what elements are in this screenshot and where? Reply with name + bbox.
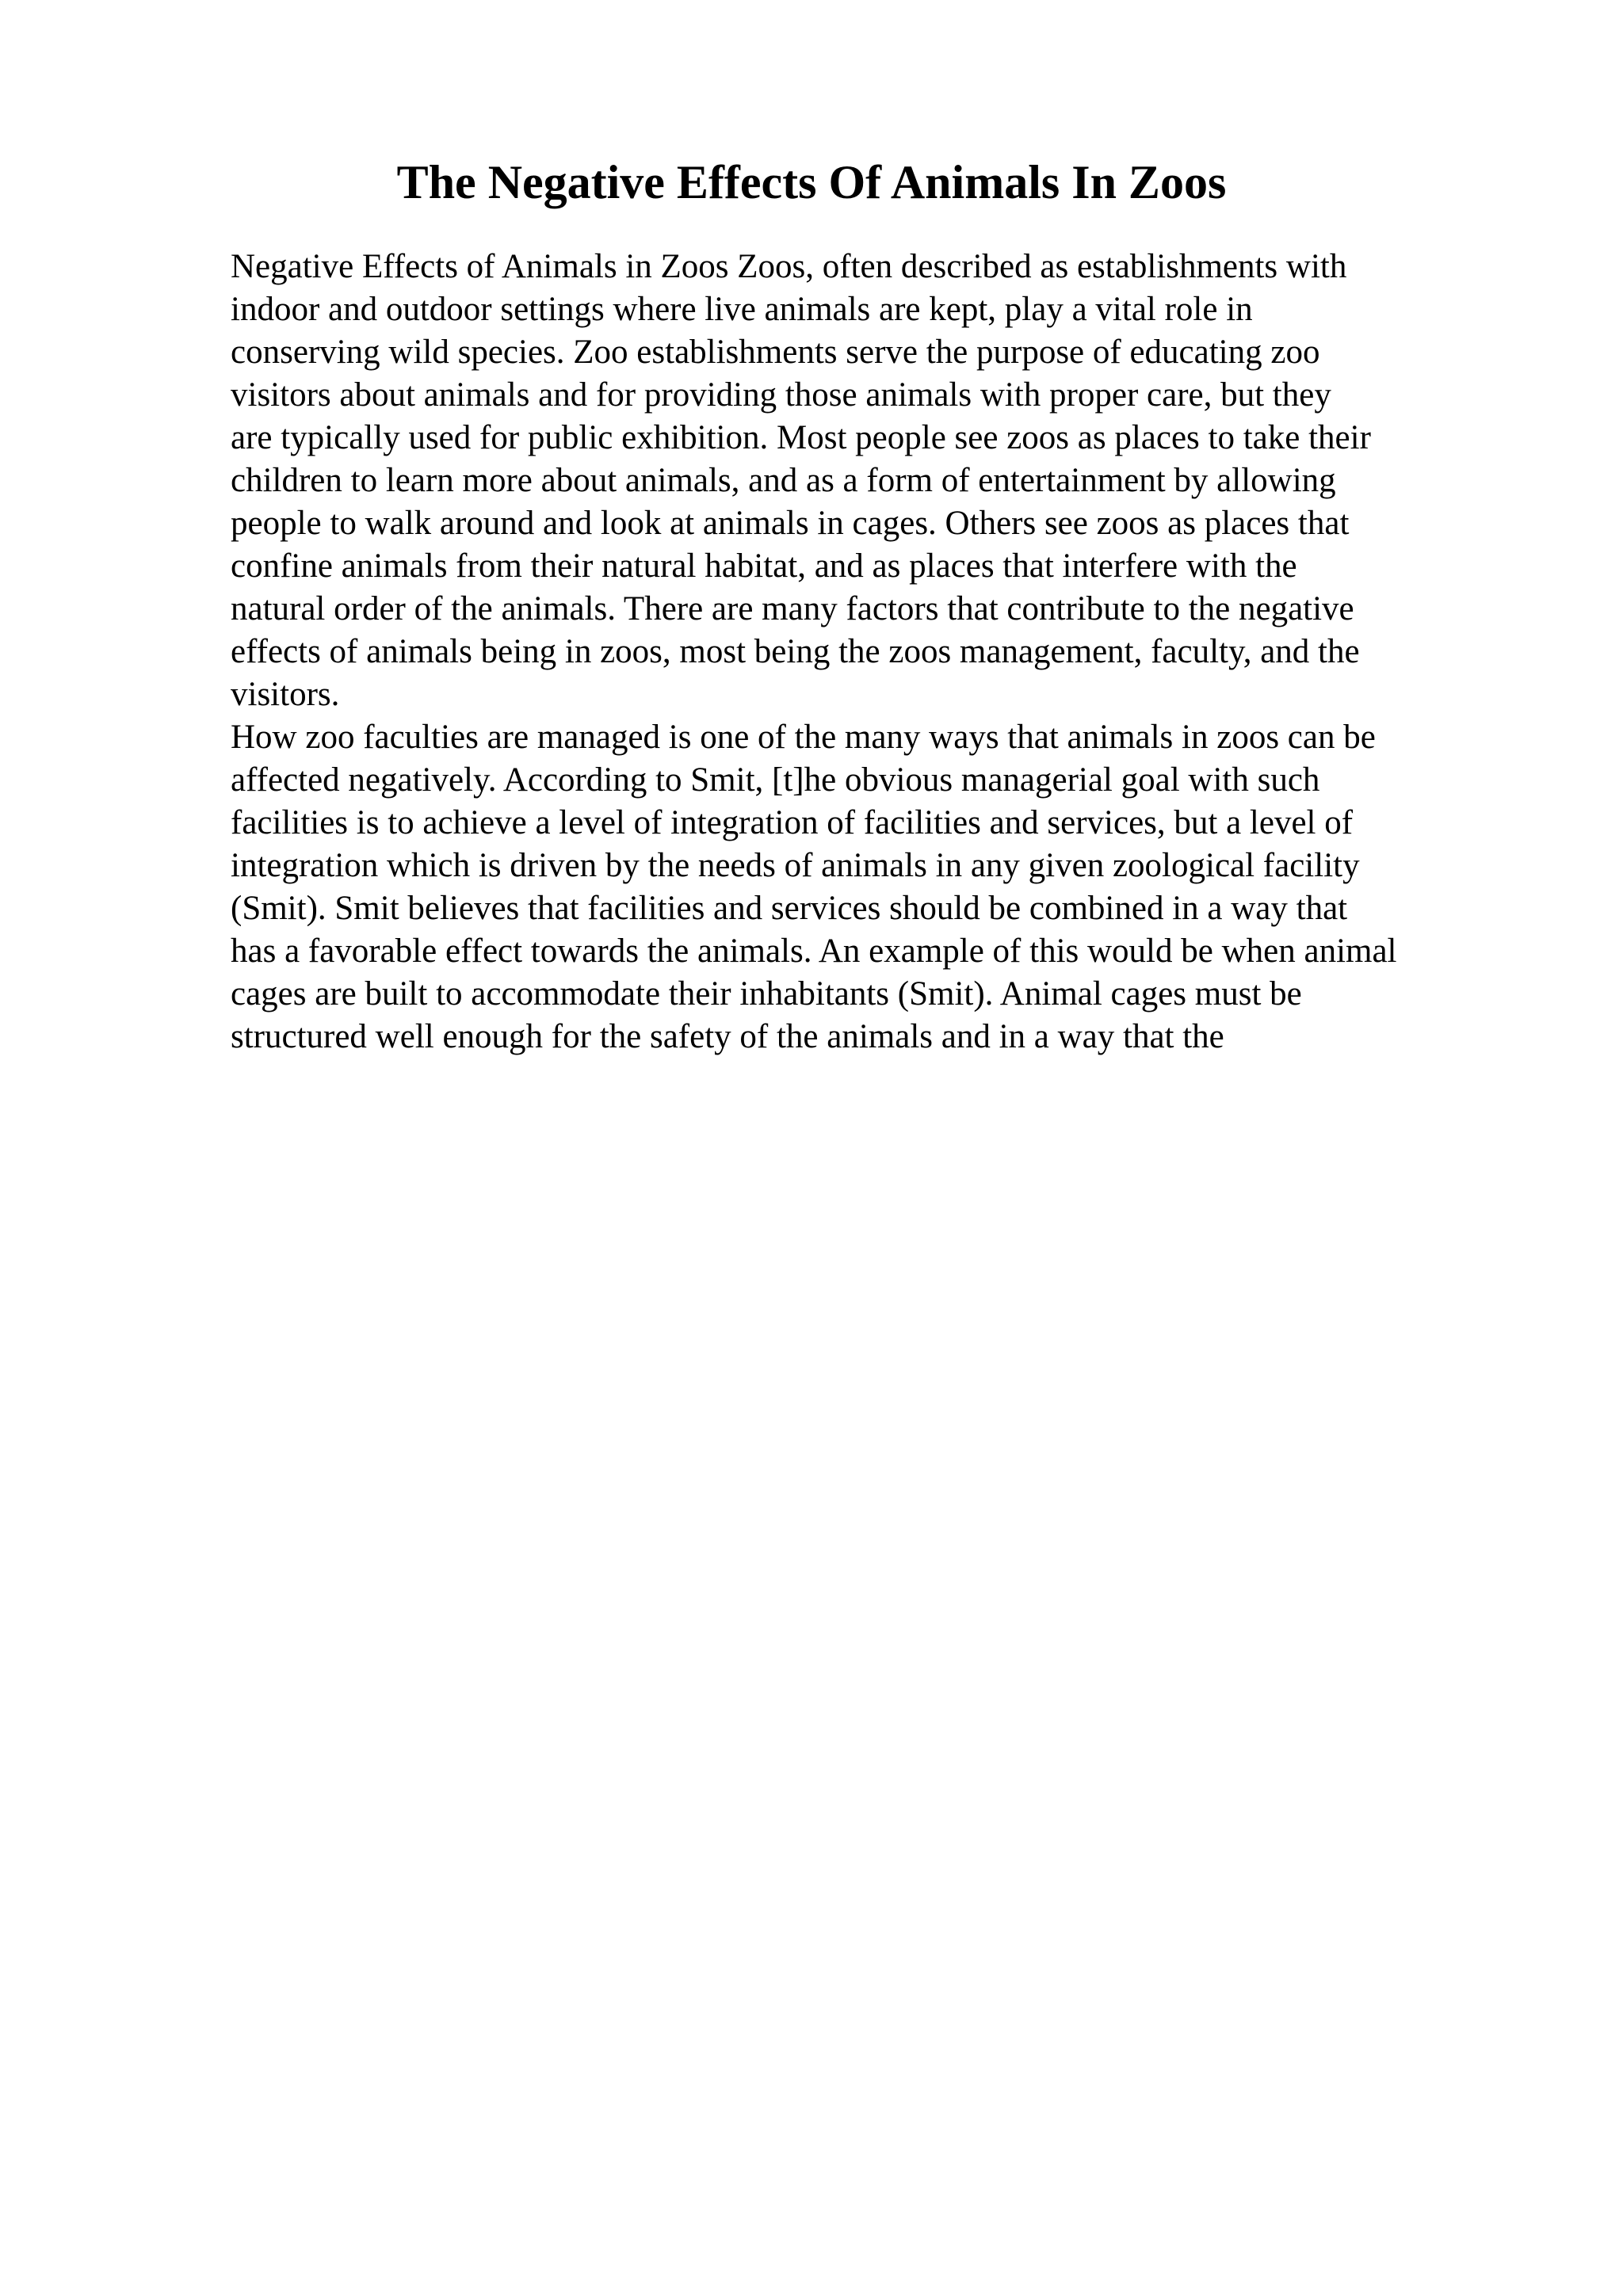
text-line: Negative Effects of Animals in Zoos Zoos, often described as establishments with bbox=[231, 248, 1347, 285]
text-line: conserving wild species. Zoo establishments serve the purpose of educating zoo bbox=[231, 334, 1320, 371]
text-line: are typically used for public exhibition. Most people see zoos as places to take their bbox=[231, 419, 1371, 456]
text-line: effects of animals being in zoos, most being the zoos management, faculty, and the bbox=[231, 633, 1360, 670]
text-line: confine animals from their natural habitat, and as places that interfere with the bbox=[231, 547, 1297, 585]
page-title: The Negative Effects Of Animals In Zoos bbox=[396, 156, 1227, 208]
text-line: natural order of the animals. There are many factors that contribute to the negative bbox=[231, 590, 1354, 627]
text-line: visitors about animals and for providing those animals with proper care, but they bbox=[231, 376, 1331, 414]
text-line: children to learn more about animals, and as a form of entertainment by allowing bbox=[231, 462, 1336, 499]
text-line: facilities is to achieve a level of integration of facilities and services, but a level of bbox=[231, 804, 1354, 841]
text-line: has a favorable effect towards the animals. An example of this would be when animal bbox=[231, 933, 1397, 970]
text-line: indoor and outdoor settings where live animals are kept, play a vital role in bbox=[231, 291, 1253, 328]
body-text bbox=[231, 246, 1514, 1058]
text-line: structured well enough for the safety of the animals and in a way that the bbox=[231, 1018, 1224, 1055]
text-line: cages are built to accommodate their inhabitants (Smit). Animal cages must be bbox=[231, 975, 1302, 1013]
text-line: people to walk around and look at animals in cages. Others see zoos as places that bbox=[231, 505, 1350, 542]
text-line: affected negatively. According to Smit, [t]he obvious managerial goal with such bbox=[231, 761, 1320, 799]
text-line: How zoo faculties are managed is one of the many ways that animals in zoos can be bbox=[231, 719, 1376, 756]
text-line: (Smit). Smit believes that facilities and services should be combined in a way that bbox=[231, 890, 1348, 927]
text-line: visitors. bbox=[231, 676, 340, 713]
text-line: integration which is driven by the needs of animals in any given zoological facility bbox=[231, 847, 1360, 884]
